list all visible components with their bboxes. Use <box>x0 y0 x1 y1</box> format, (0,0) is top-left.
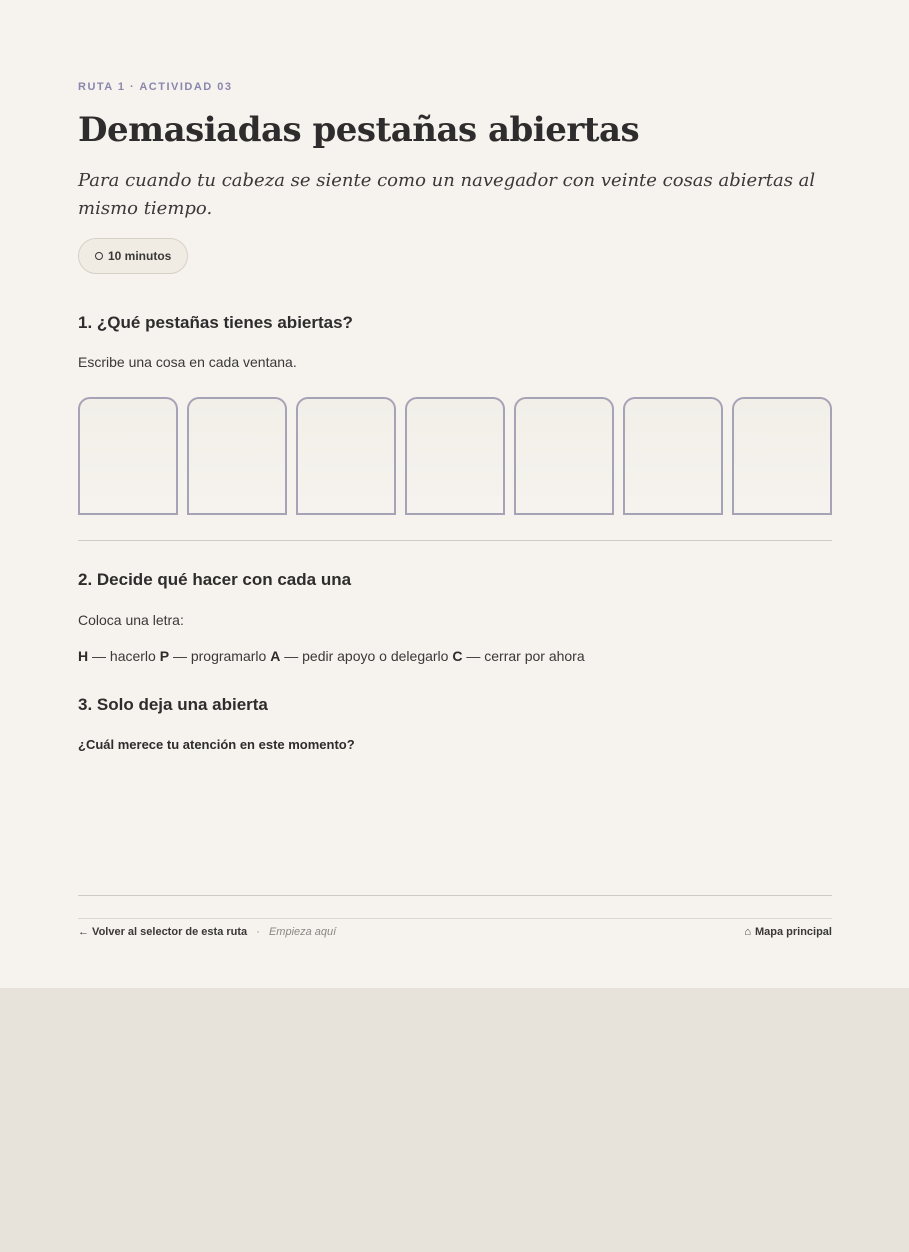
activity-content <box>78 0 832 988</box>
legend-letter: P <box>159 648 170 664</box>
back-to-selector-link[interactable]: ← Volver al selector de esta ruta <box>78 926 248 938</box>
home-icon: ⌂ <box>744 926 751 938</box>
footer-separator: · <box>256 926 260 938</box>
legend-letter: C <box>452 648 463 664</box>
legend-text: — cerrar por ahora <box>462 648 585 664</box>
main-map-link[interactable] <box>744 926 832 938</box>
tab-window-input[interactable] <box>296 397 396 515</box>
footer-nav <box>78 926 832 938</box>
divider <box>78 540 832 541</box>
tab-window-input[interactable] <box>405 397 505 515</box>
legend-text: — programarlo <box>169 648 271 664</box>
section-3-question: ¿Cuál merece tu atención en este momento? <box>78 737 355 752</box>
legend-text: — pedir apoyo o delegarlo <box>280 648 453 664</box>
legend-text: — hacerlo <box>88 648 160 664</box>
legend-letter: A <box>270 648 281 664</box>
page-subtitle: Para cuando tu cabeza se siente como un navegador con veinte cosas abiertas al mismo tiempo. <box>78 170 816 219</box>
start-here-label: Empieza aquí <box>268 926 337 938</box>
footer-left <box>78 926 336 938</box>
section-1-heading: 1. ¿Qué pestañas tienes abiertas? <box>78 313 353 332</box>
page-title: Demasiadas pestañas abiertas <box>78 110 640 150</box>
section-2-instruction: Coloca una letra: <box>78 612 184 628</box>
tab-windows <box>78 397 832 515</box>
clock-icon <box>95 252 103 260</box>
section-3-heading: 3. Solo deja una abierta <box>78 695 268 714</box>
main-map-label: Mapa principal <box>754 926 832 938</box>
tab-window-input[interactable] <box>623 397 723 515</box>
tab-window-input[interactable] <box>732 397 832 515</box>
footer-divider <box>78 918 832 919</box>
activity-eyebrow: RUTA 1 · ACTIVIDAD 03 <box>78 81 233 93</box>
tab-window-input[interactable] <box>187 397 287 515</box>
letter-legend <box>78 648 585 664</box>
legend-letter: H <box>78 648 89 664</box>
section-2-heading: 2. Decide qué hacer con cada una <box>78 570 352 589</box>
tab-window-input[interactable] <box>78 397 178 515</box>
divider <box>78 895 832 896</box>
tab-window-input[interactable] <box>514 397 614 515</box>
duration-label: 10 minutos <box>108 249 172 263</box>
section-1-instruction: Escribe una cosa en cada ventana. <box>78 354 297 370</box>
duration-badge <box>78 238 188 274</box>
